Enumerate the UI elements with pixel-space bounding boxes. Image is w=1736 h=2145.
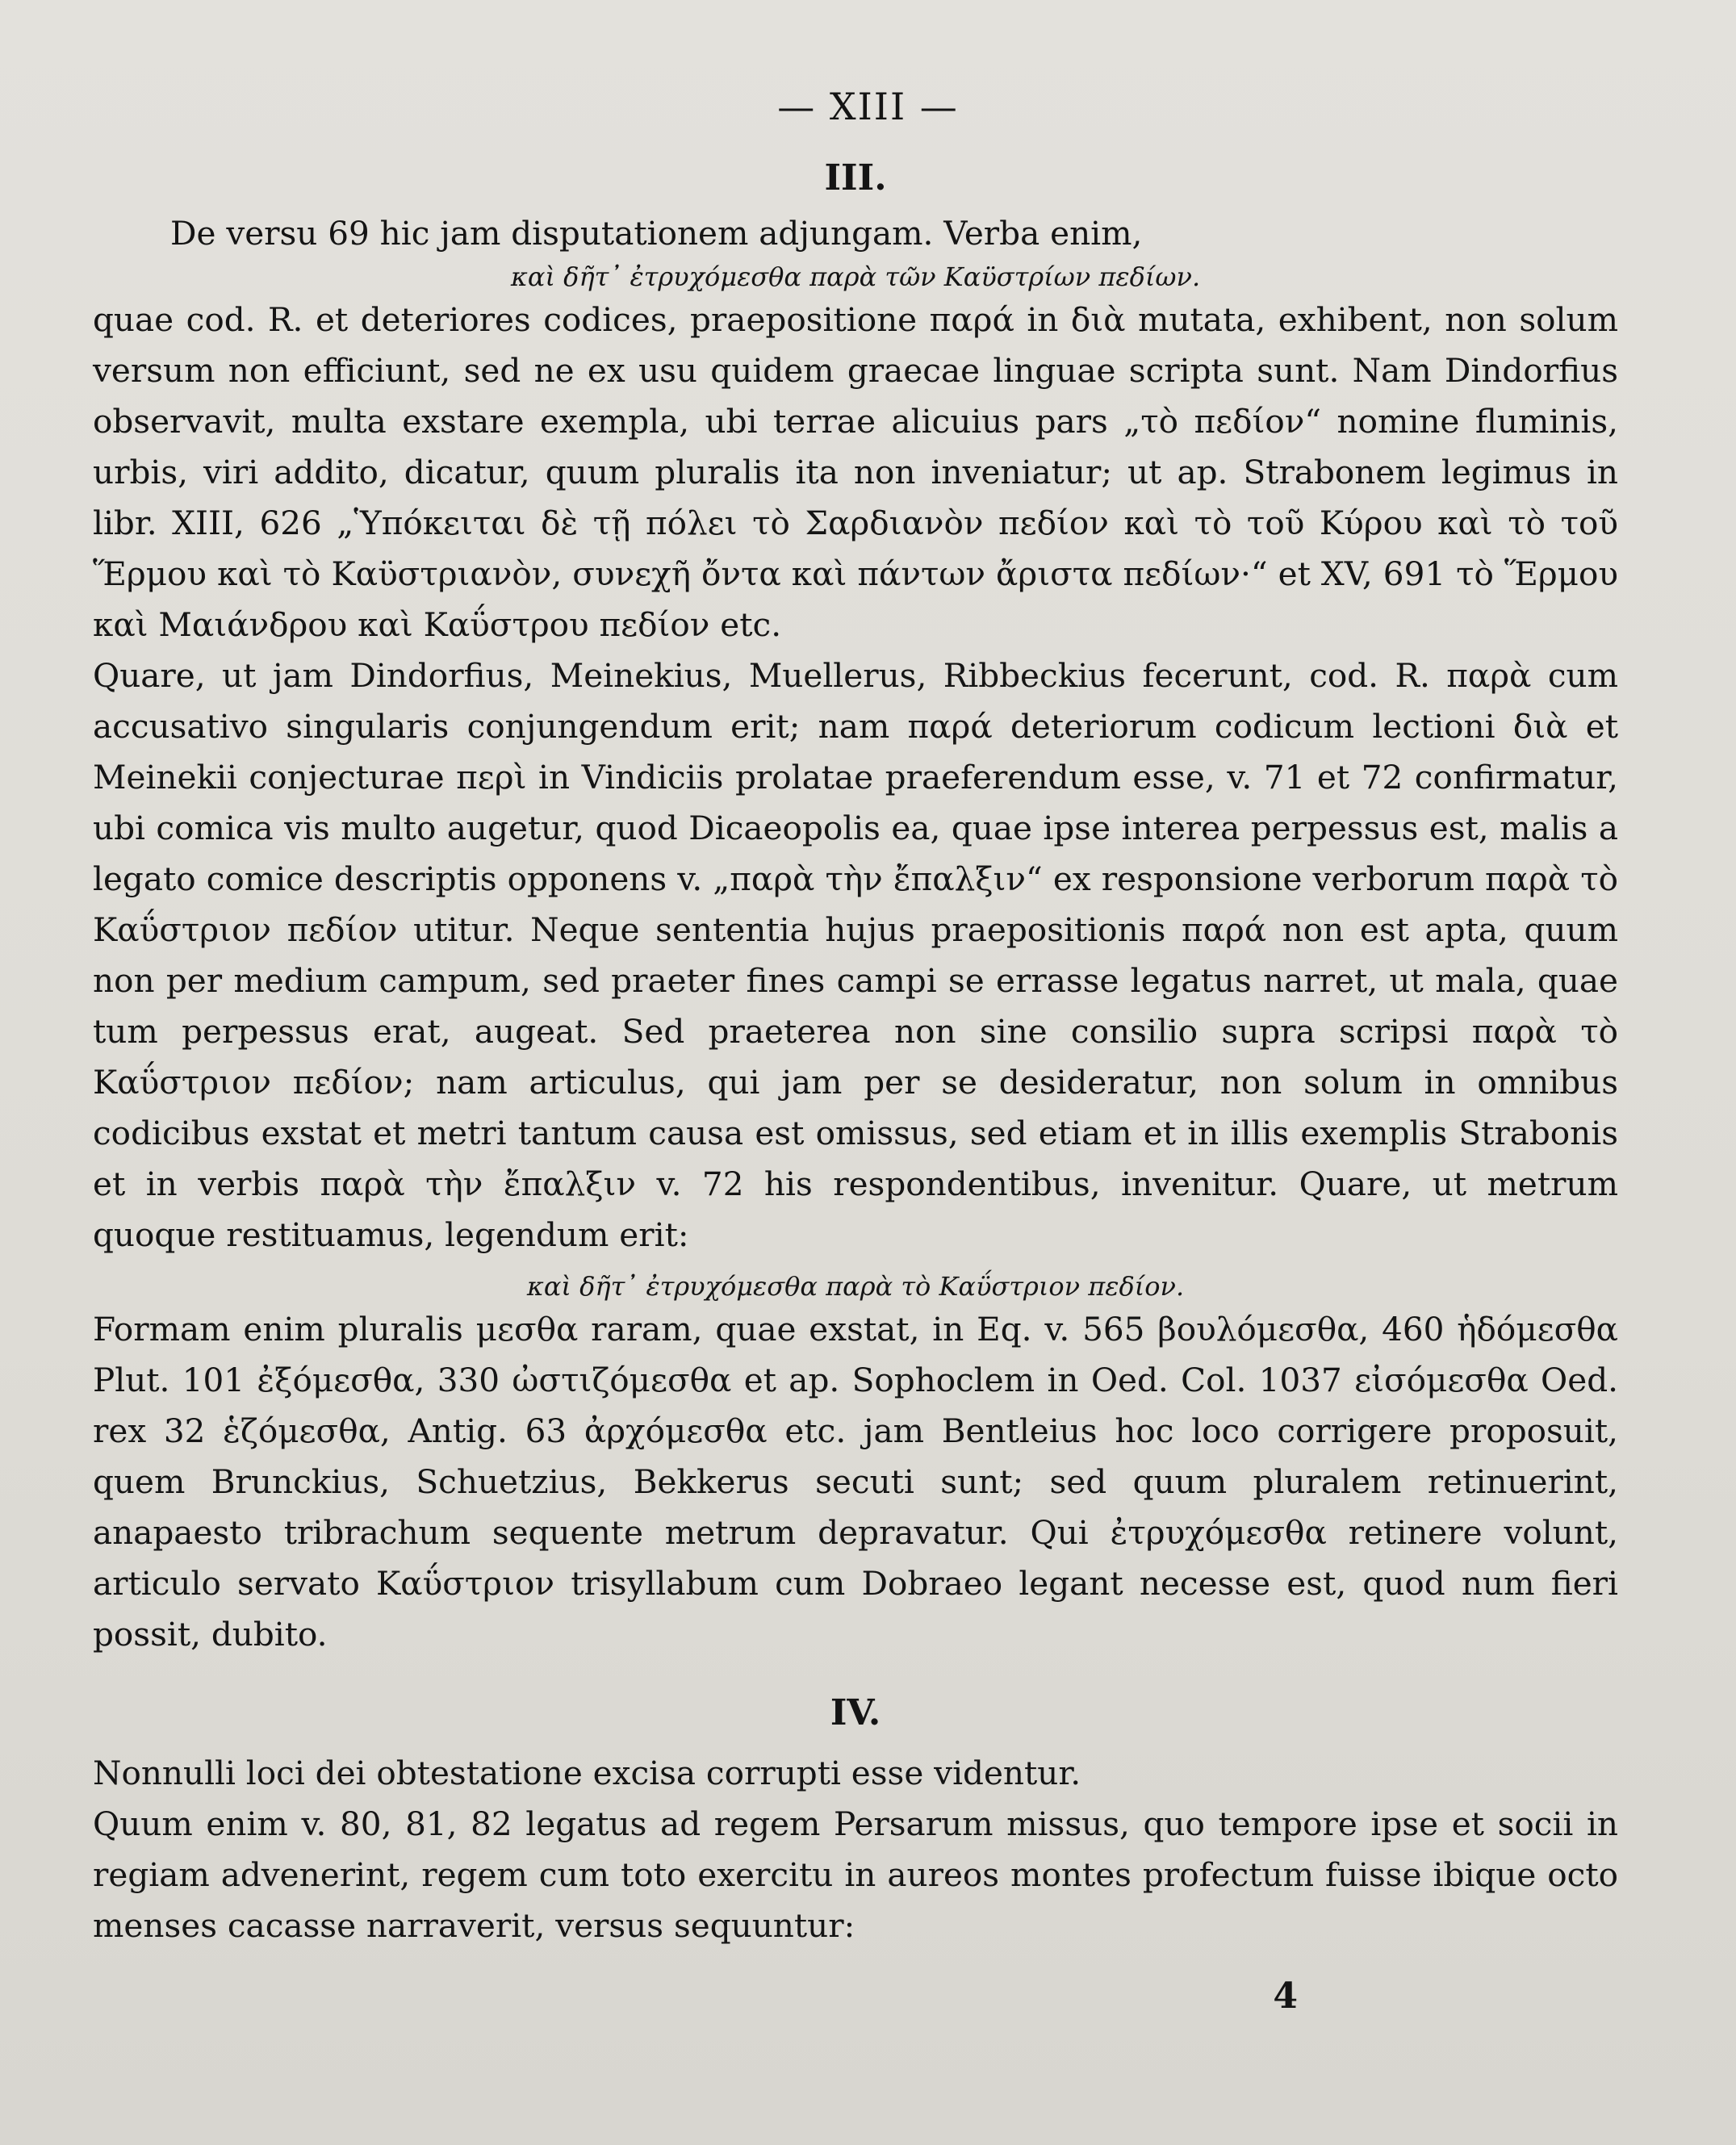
main-text bbox=[93, 157, 1618, 1951]
section-3-intro: De versu 69 hic jam disputationem adjungam. Verba enim, bbox=[170, 214, 1143, 253]
page-number: 4 bbox=[1273, 1976, 1298, 2017]
section-heading-3: III. bbox=[824, 157, 887, 199]
section-3-paragraph-2: Quare, ut jam Dindorfius, Meinekius, Muellerus, Ribbeckius fecerunt, cod. R. παρὰ cum accusativo singularis conjungendum erit; nam παρά deteriorum codicum lectioni διὰ et Meinekii conjecturae περὶ in Vindiciis prolatae praeferendum esse, v. 71 et 72 confirmatur, ubi comica vis multo augetur, quod Dicaeopolis ea, quae ipse interea perpessus est, malis a legato comice descriptis opponens v. „παρὰ τὴν ἔπαλξιν“ ex responsione verborum παρὰ τὸ Καΰστριον πεδίον utitur. Neque sententia hujus praepositionis παρά non est apta, quum non per medium campum, sed praeter fines campi se errasse legatus narret, ut mala, quae tum perpessus erat, augeat. Sed praeterea non sine consilio supra scripsi παρὰ τὸ Καΰστριον πεδίον; nam articulus, qui jam per se desideratur, non solum in omnibus codicibus exstat et metri tantum causa est omissus, sed etiam et in illis exemplis Strabonis et in verbis παρὰ τὴν ἔπαλξιν v. 72 his respondentibus, invenitur. Quare, ut metrum quoque restituamus, legendum erit: bbox=[93, 656, 1618, 1254]
section-heading-4: IV. bbox=[830, 1692, 881, 1733]
verse-quote: καὶ δῆτ᾽ ἐτρυχόμεσθα παρὰ τῶν Καϋστρίων πεδίων. bbox=[510, 261, 1201, 292]
section-4-paragraph-1: Nonnulli loci dei obtestatione excisa corrupti esse videntur. bbox=[93, 1754, 1081, 1792]
section-3-paragraph-3: Formam enim pluralis μεσθα raram, quae exstat, in Eq. v. 565 βουλόμεσθα, 460 ἡδόμεσθα Plut. 101 ἐξόμεσθα, 330 ὠστιζόμεσθα et ap. Sophoclem in Oed. Col. 1037 εἰσόμεσθα Oed. rex 32 ἑζόμεσθα, Antig. 63 ἀρχόμεσθα etc. jam Bentleius hoc loco corrigere proposuit, quem Brunckius, Schuetzius, Bekkerus secuti sunt; sed quum pluralem retinuerint, anapaesto tribrachum sequente metrum depravatur. Qui ἐτρυχόμεσθα retinere volunt, articulo servato Καΰστριον trisyllabum cum Dobraeo legant necesse est, quod num fieri possit, dubito. bbox=[93, 1310, 1618, 1654]
section-3-paragraph-1: quae cod. R. et deteriores codices, praepositione παρά in διὰ mutata, exhibent, non solum versum non efficiunt, sed ne ex usu quidem graecae linguae scripta sunt. Nam Dindorfius observavit, multa exstare exempla, ubi terrae alicuius pars „τὸ πεδίον“ nomine fluminis, urbis, viri addito, dicatur, quum pluralis ita non inveniatur; ut ap. Strabonem legimus in libr. XIII, 626 „Ὑπόκειται δὲ τῇ πόλει τὸ Σαρδιανὸν πεδίον καὶ τὸ τοῦ Κύρου καὶ τὸ τοῦ Ἕρμου καὶ τὸ Καϋστριανὸν, συνεχῆ ὄντα καὶ πάντων ἄριστα πεδίων·“ et XV, 691 τὸ Ἕρμου καὶ Μαιάνδρου καὶ Καΰστρου πεδίον etc. bbox=[93, 300, 1618, 644]
verse-correction: καὶ δῆτ᾽ ἐτρυχόμεσθα παρὰ τὸ Καΰστριον πεδίον. bbox=[526, 1271, 1185, 1302]
section-4-paragraph-2: Quum enim v. 80, 81, 82 legatus ad regem Persarum missus, quo tempore ipse et socii in regiam advenerint, regem cum toto exercitu in aureos montes profectum fuisse ibique octo menses cacasse narraverit, versus sequuntur: bbox=[93, 1804, 1618, 1945]
running-header: — XIII — bbox=[777, 85, 959, 128]
